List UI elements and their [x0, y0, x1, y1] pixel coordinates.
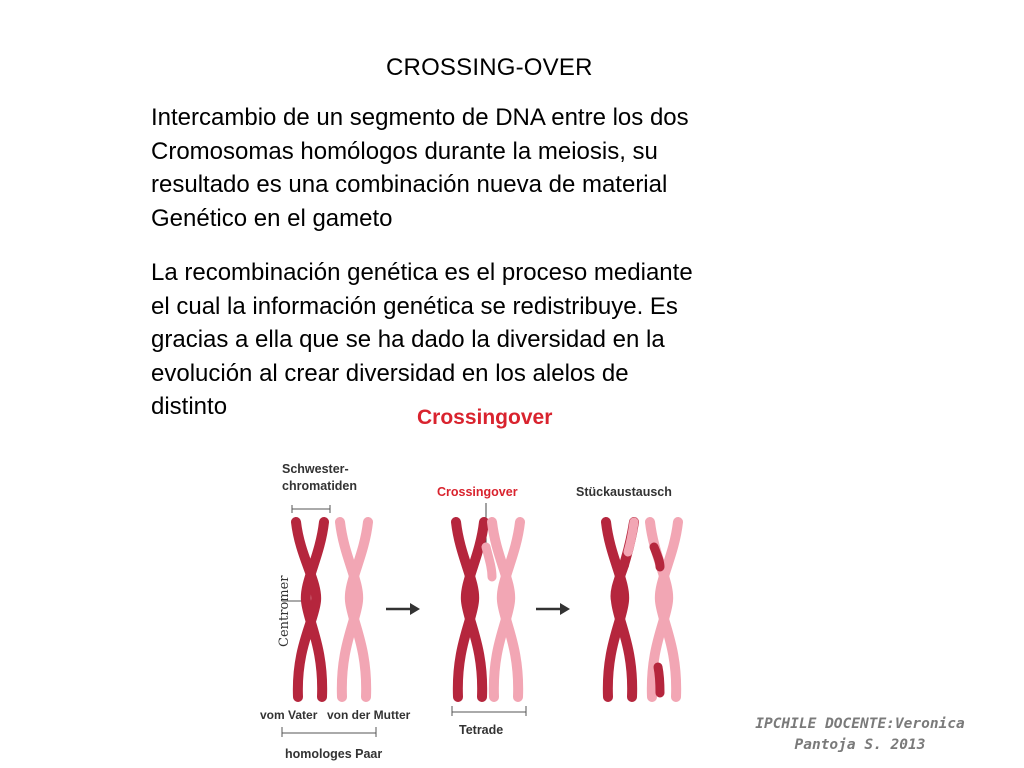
paragraph-line: La recombinación genética es el proceso mediante	[151, 259, 693, 286]
paragraph-definition	[151, 101, 811, 235]
label-sister-line2: chromatiden	[282, 479, 358, 493]
paragraph-line: evolución al crear diversidad en los alelos de	[151, 359, 629, 387]
slide-title: CROSSING-OVER	[386, 54, 593, 81]
figure-title: Crossingover	[417, 406, 553, 429]
label-pair: homologes Paar	[285, 747, 383, 761]
footer-line: IPCHILE DOCENTE:Veronica	[755, 716, 965, 732]
label-sister-line1: Schwester-	[282, 462, 349, 476]
arrow-right-icon	[386, 603, 420, 615]
stage1-paternal-chromosome	[296, 522, 324, 697]
paragraph-line: Cromosomas homólogos durante la meiosis, su	[151, 137, 658, 165]
footer-line: Pantoja S. 2013	[794, 737, 926, 753]
paragraph-line: distinto	[151, 393, 228, 420]
stage2-maternal-chromosome	[486, 522, 520, 697]
paragraph-line: resultado es una combinación nueva de material	[151, 171, 668, 198]
paragraph-line: Genético en el gameto	[151, 204, 393, 232]
label-tetrad: Tetrade	[459, 723, 504, 737]
paragraph-line: Intercambio de un segmento de DNA entre los dos	[151, 104, 689, 131]
label-exchange: Stückaustausch	[576, 485, 672, 499]
crossingover-diagram	[230, 397, 720, 768]
label-centromer: Centromer	[277, 575, 292, 647]
crossingover-figure	[230, 397, 720, 768]
stage1-maternal-chromosome	[340, 522, 368, 697]
label-mother: von der Mutter	[327, 708, 411, 722]
label-father: vom Vater	[260, 708, 318, 722]
arrow-right-icon	[536, 603, 570, 615]
stage3-maternal-chromosome	[650, 522, 678, 697]
paragraph-line: el cual la información genética se redistribuye. Es	[151, 292, 678, 320]
label-crossingover: Crossingover	[437, 485, 518, 499]
paragraph-line: gracias a ella que se ha dado la diversidad en la	[151, 326, 665, 353]
stage2-paternal-chromosome	[456, 522, 484, 697]
footer-credit	[730, 714, 990, 756]
stage3-paternal-chromosome	[606, 522, 634, 697]
